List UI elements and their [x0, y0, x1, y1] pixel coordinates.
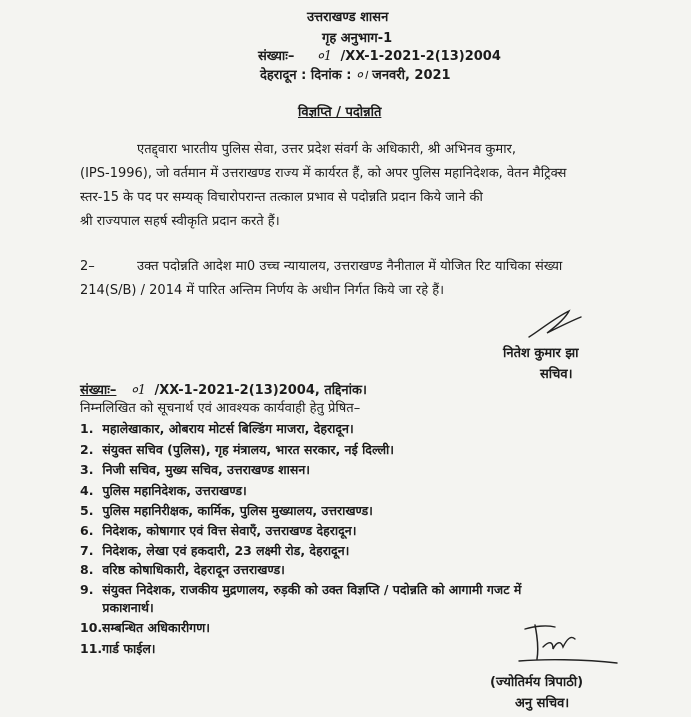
- list-item-number: 2.: [80, 442, 94, 457]
- list-item-text: निदेशक, कोषागार एवं वित्त सेवाएँ, उत्तराखण्ड देहरादून।: [102, 523, 357, 538]
- reference-number: [258, 46, 501, 64]
- reference-rest: /XX-1-2021-2(13)2004: [340, 49, 501, 64]
- list-item-text: पुलिस महानिदेशक, उत्तराखण्ड।: [102, 483, 247, 498]
- list-item-text: प्रकाशनार्थ।: [102, 600, 154, 615]
- list-item-text: पुलिस महानिरीक्षक, कार्मिक, पुलिस मुख्यालय, उत्तराखण्ड।: [102, 503, 373, 518]
- list-item-number: 9.: [80, 582, 94, 597]
- para2-line-2: 214(S/B) / 2014 में पारित अन्तिम निर्णय के अधीन निर्गत किये जा रहे हैं।: [80, 283, 445, 298]
- list-item-6: [80, 522, 356, 539]
- date-handwritten: ०।: [355, 68, 368, 83]
- endorsement-ref-rest: /XX-1-2021-2(13)2004, तद्दिनांक।: [154, 383, 367, 398]
- notification-title: विज्ञप्ति / पदोन्नति: [298, 105, 382, 120]
- list-item-8: [80, 561, 285, 578]
- list-item-text: संयुक्त निदेशक, राजकीय मुद्रणालय, रुड़की को उक्त विज्ञप्ति / पदोन्नति को आगामी गजट में: [102, 582, 522, 597]
- list-item-text: सम्बन्धित अधिकारीगण।: [102, 620, 210, 635]
- list-item-1: [80, 420, 354, 437]
- list-item-text: महालेखाकार, ओबराय मोटर्स बिल्डिंग माजरा, देहरादून।: [102, 421, 354, 436]
- list-item-5: [80, 502, 373, 519]
- list-item-2: [80, 441, 394, 458]
- para1-line-2: (IPS-1996), जो वर्तमान में उत्तराखण्ड राज्य में कार्यरत हैं, को अपर पुलिस महानिदेशक, वेतन मैट्रिक्स: [80, 166, 567, 181]
- place-date: [260, 65, 451, 83]
- list-item-text: संयुक्त सचिव (पुलिस), गृह मंत्रालय, भारत सरकार, नई दिल्ली।: [102, 442, 395, 457]
- list-item-text: निजी सचिव, मुख्य सचिव, उत्तराखण्ड शासन।: [102, 462, 311, 477]
- signature-jyotirmay: [513, 617, 623, 669]
- endorsement-ref-handwritten: ०1: [130, 383, 146, 398]
- list-item-text: निदेशक, लेखा एवं हकदारी, 23 लक्ष्मी रोड, देहरादून।: [102, 543, 350, 558]
- para2-number: 2–: [80, 259, 95, 274]
- list-item-number: 3.: [80, 462, 94, 477]
- list-item-3: [80, 461, 310, 478]
- endorsement-reference: [80, 380, 367, 398]
- signature-nitesh: [525, 305, 585, 343]
- list-item-11: [80, 640, 156, 657]
- section-heading: गृह अनुभाग-1: [322, 31, 393, 46]
- list-item-9: [80, 581, 521, 598]
- list-item-number: 5.: [80, 503, 94, 518]
- signatory2-designation: अनु सचिव।: [515, 696, 570, 711]
- reference-handwritten: ०1: [316, 49, 332, 64]
- list-item-number: 6.: [80, 523, 94, 538]
- date-rest: जनवरी, 2021: [372, 68, 451, 83]
- list-item-number: 7.: [80, 543, 94, 558]
- para2-line-1: उक्त पदोन्नति आदेश मा0 उच्च न्यायालय, उत्तराखण्ड नैनीताल में योजित रिट याचिका संख्या: [137, 259, 563, 274]
- para1-line-3: स्तर-15 के पद पर सम्यक् विचारोपरान्त तत्काल प्रभाव से पदोन्नति प्रदान किये जाने की: [80, 190, 483, 205]
- list-item-number: 8.: [80, 562, 94, 577]
- government-heading: उत्तराखण्ड शासन: [307, 10, 389, 25]
- list-item-4: [80, 482, 247, 499]
- para1-line-4: श्री राज्यपाल सहर्ष स्वीकृति प्रदान करते हैं।: [80, 214, 280, 229]
- signatory2-name: (ज्योतिर्मय त्रिपाठी): [490, 675, 584, 690]
- signatory1-name: नितेश कुमार झा: [503, 346, 579, 361]
- reference-label: संख्याः–: [258, 49, 295, 64]
- list-item-7: [80, 542, 349, 559]
- list-item-number: 4.: [80, 483, 94, 498]
- endorsement-ref-label: संख्याः–: [80, 383, 117, 398]
- list-item-9-continued: [80, 599, 154, 616]
- list-item-10: [80, 619, 210, 636]
- list-item-text: गार्ड फाईल।: [102, 641, 156, 656]
- place-date-label: देहरादून : दिनांक :: [260, 68, 352, 83]
- list-item-number: 10.: [80, 620, 103, 635]
- endorsement-intro: निम्नलिखित को सूचनार्थ एवं आवश्यक कार्यवाही हेतु प्रेषित–: [80, 401, 361, 416]
- list-item-number: 1.: [80, 421, 94, 436]
- list-item-text: वरिष्ठ कोषाधिकारी, देहरादून उत्तराखण्ड।: [102, 562, 285, 577]
- signatory1-designation: सचिव।: [540, 367, 573, 382]
- para1-line-1: एतद्द्वारा भारतीय पुलिस सेवा, उत्तर प्रदेश संवर्ग के अधिकारी, श्री अभिनव कुमार,: [137, 142, 517, 157]
- list-item-number: 11.: [80, 641, 103, 656]
